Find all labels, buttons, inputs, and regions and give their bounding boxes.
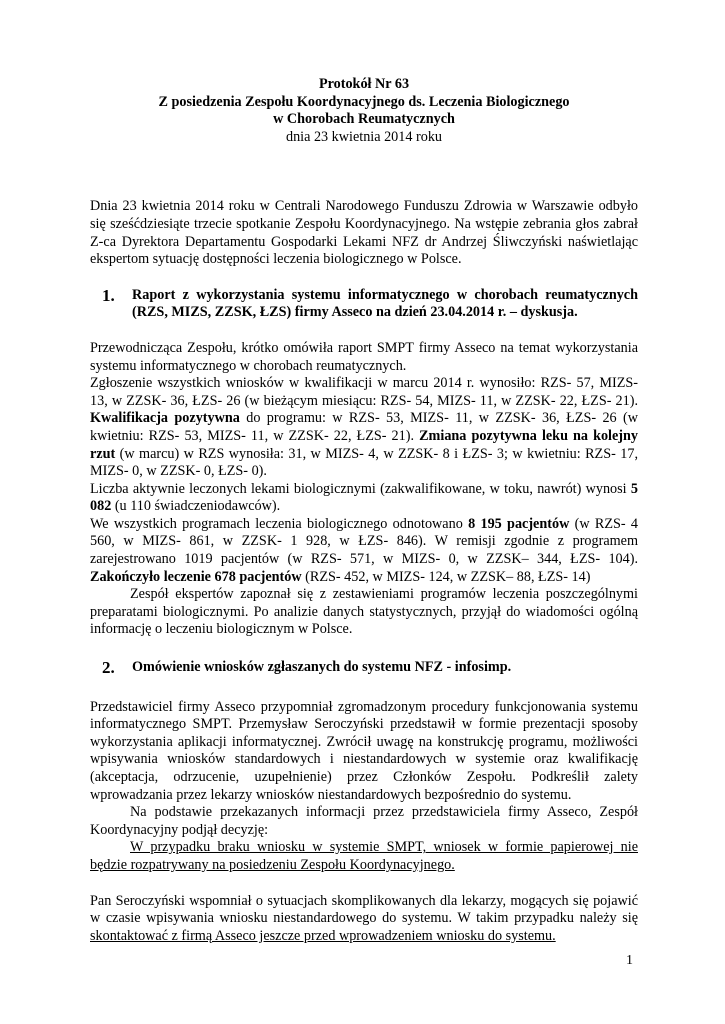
section-1-programs-paragraph: We wszystkich programach leczenia biologicznego odnotowano 8 195 pacjentów (w RZS- 4 560, w MIZS- 861, w ZZSK- 1 928, w ŁZS- 846). W remisji zgodnie z programem zarejestrowano 1019 pacjentów (w RZS- 571, w MIZS- 0, w ZZSK– 344, ŁZS- 104). Zakończyło leczenie 678 pacjentów (RZS- 452, w MIZS- 124, w ZZSK– 88, ŁZS- 14) <box>90 515 639 585</box>
section-1-active-paragraph: Liczba aktywnie leczonych lekami biologicznymi (zakwalifikowane, w toku, nawrót) wynosi 5 082 (u 110 świadczeniodawców). <box>90 480 639 515</box>
intro-paragraph: Dnia 23 kwietnia 2014 roku w Centrali Narodowego Funduszu Zdrowia w Warszawie odbyło się sześćdziesiąte trzecie spotkanie Zespołu Koordynacyjnego. Na wstępie zebrania głos zabrał Z-ca Dyrektora Departamentu Gospodarki Lekami NFZ dr Andrzej Śliwczyński naświetlając ekspertom sytuację dostępności leczenia biologicznego w Polsce. <box>90 198 638 268</box>
section-1-paragraph: Przewodnicząca Zespołu, krótko omówiła raport SMPT firmy Asseco na temat wykorzystania systemu informatycznego w chorobach reumatycznych. <box>90 339 638 374</box>
protocol-number: Protokół Nr 63 <box>318 76 410 92</box>
document-page <box>90 76 638 945</box>
section-1-conclusion: Zespół ekspertów zapoznał się z zestawieniami programów leczenia poszczególnymi preparatami biologicznymi. Po analizie danych statystycznych, przyjął do wiadomości ogólną informację o leczeniu biologicznym w Polsce. <box>90 586 638 638</box>
section-2-paragraph: Przedstawiciel firmy Asseco przypomniał zgromadzonym procedury funkcjonowania systemu informatycznego SMPT. Przemysław Seroczyński przedstawił w formie prezentacji sposoby wykorzystania aplikacji informatycznej. Zwrócił uwagę na konstrukcję programu, możliwości wpisywania wniosków standardowych i niestandardowych w systemie oraz kwalifikację (akceptacja, odrzucenie, uzupełnienie) przez Członków Zespołu. Podkreślił zalety wprowadzania przez lekarzy wniosków niestandardowych bezpośrednio do systemu. <box>90 698 638 803</box>
meeting-subtitle: w Chorobach Reumatycznych <box>273 111 455 128</box>
section-title: Raport z wykorzystania systemu informatycznego w chorobach reumatycznych (RZS, MIZS, ZZSK, ŁZS) firmy Asseco na dzień 23.04.2014 r. – dyskusja. <box>132 286 638 321</box>
section-title: Omówienie wniosków zgłaszanych do systemu NFZ - infosimp. <box>132 659 512 676</box>
section-number: 1. <box>102 285 115 305</box>
section-2-heading <box>90 659 638 677</box>
page-number: 1 <box>626 953 633 968</box>
meeting-title: Z posiedzenia Zespołu Koordynacyjnego ds. Leczenia Biologicznego <box>158 93 570 110</box>
section-2-decision-intro: Na podstawie przekazanych informacji przez przedstawiciela firmy Asseco, Zespół Koordynacyjny podjął decyzję: <box>90 804 638 838</box>
section-number: 2. <box>102 658 115 678</box>
meeting-date: dnia 23 kwietnia 2014 roku <box>285 128 443 145</box>
section-1-heading <box>90 287 638 322</box>
section-2-note: Pan Seroczyński wspomniał o sytuacjach skomplikowanych dla lekarzy, mogących się pojawić w czasie wpisywania wniosku niestandardowego do systemu. W takim przypadku należy się skontaktować z firmą Asseco jeszcze przed wprowadzeniem wniosku do systemu. <box>90 892 638 944</box>
section-2-decision: W przypadku braku wniosku w systemie SMPT, wniosek w formie papierowej nie będzie rozpatrywany na posiedzeniu Zespołu Koordynacyjnego. <box>90 839 638 873</box>
section-1-applications-paragraph: Zgłoszenie wszystkich wniosków w kwalifikacji w marcu 2014 r. wynosiło: RZS- 57, MIZS- 13, w ZZSK- 36, ŁZS- 26 (w bieżącym miesiącu: RZS- 54, MIZS- 11, w ZZSK- 22, ŁZS- 21). Kwalifikacja pozytywna do programu: w RZS- 53, MIZS- 11, w ZZSK- 36, ŁZS- 26 (w kwietniu: RZS- 53, MIZS- 11, w ZZSK- 22, ŁZS- 21). Zmiana pozytywna leku na kolejny rzut (w marcu) w RZS wynosiła: 31, w MIZS- 4, w ZZSK- 8 i ŁZS- 3; w kwietniu: RZS- 17, MIZS- 0, w ZZSK- 0, ŁZS- 0). <box>90 375 639 480</box>
document-header <box>90 76 638 129</box>
